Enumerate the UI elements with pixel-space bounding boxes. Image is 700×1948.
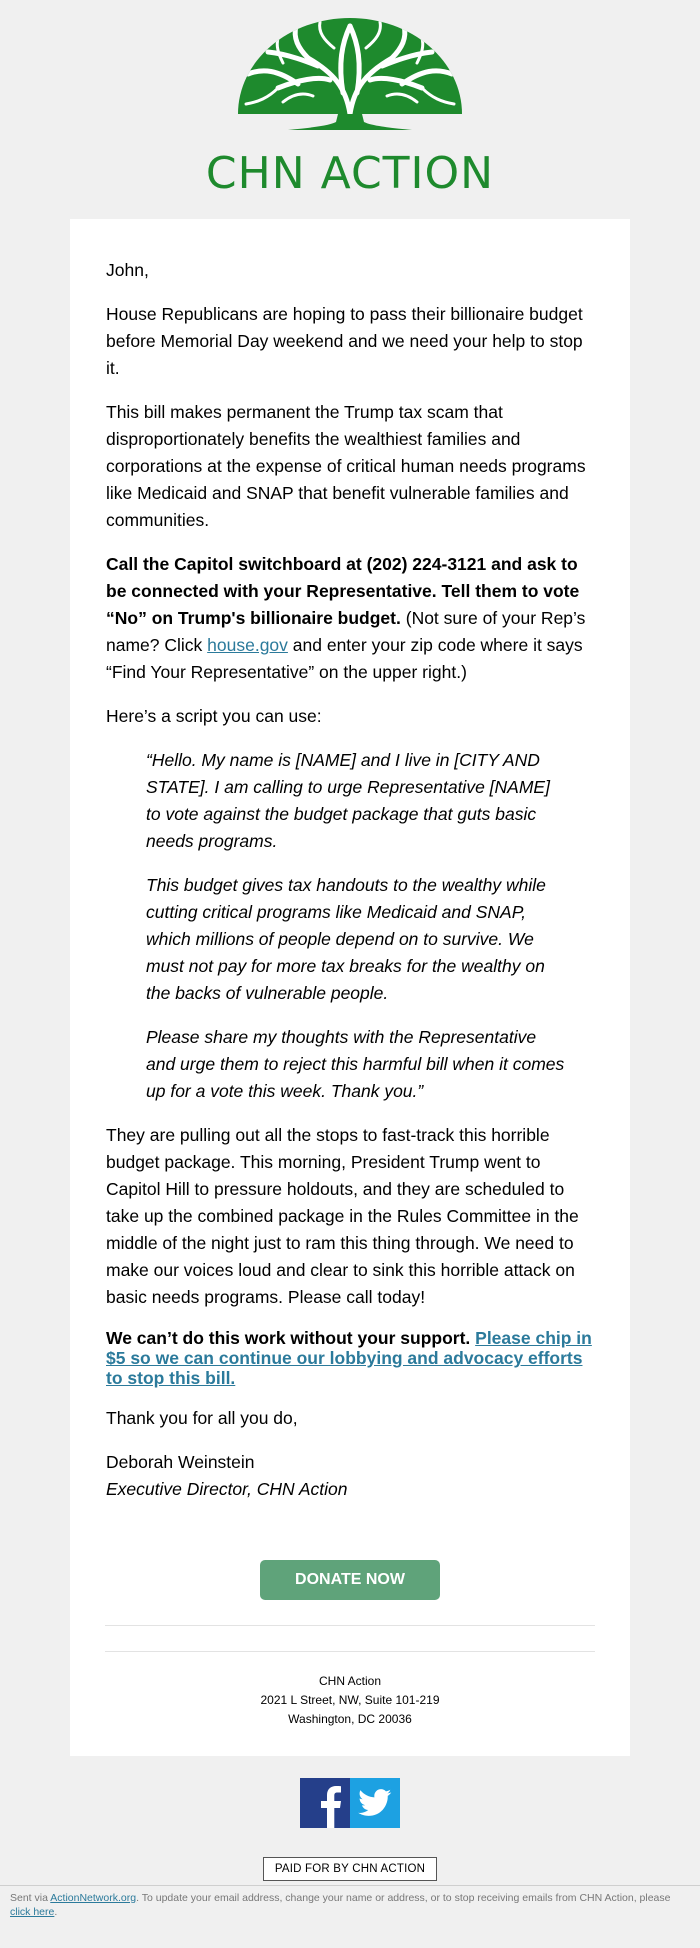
chip-in-link[interactable]: Please chip in $5 so we can continue our lobbying and advocacy efforts to stop this bill. <box>106 1328 592 1388</box>
facebook-icon[interactable] <box>300 1778 350 1828</box>
footer-sent-via: Sent via <box>10 1892 51 1904</box>
paragraph-urgent: They are pulling out all the stops to fast-track this horrible budget package. This morning, President Trump went to Capitol Hill to pressure holdouts, and they are scheduled to take up the combined package in the Rules Committee in the middle of the night just to ram this thing through. We need to make our voices loud and clear to sink this horrible attack on basic needs programs. Please call today! <box>106 1125 579 1307</box>
call-note-1: (Not sure of your Rep’s name? Click <box>106 608 586 655</box>
paragraph-bill: This bill makes permanent the Trump tax scam that disproportionately benefits the wealthiest families and corporations at the expense of critical human needs programs like Medicaid and SNAP that benefit vulnerable families and communities. <box>106 402 586 530</box>
twitter-bird-glyph <box>358 1789 392 1817</box>
donate-now-button[interactable]: DONATE NOW <box>260 1560 440 1600</box>
address-org: CHN Action <box>318 1674 382 1688</box>
script-paragraph-2: This budget gives tax handouts to the wealthy while cutting critical programs like Medicaid and SNAP, which millions of people depend on to survive. We must not pay for more tax breaks for the wealthy on the backs of vulnerable people. <box>146 875 546 1003</box>
tree-logo-icon <box>238 18 462 138</box>
unsubscribe-link[interactable]: click here <box>10 1906 55 1918</box>
paid-for-disclaimer: PAID FOR BY CHN ACTION <box>263 1857 437 1881</box>
call-instruction: Call the Capitol switchboard at (202) 224-3121 and ask to be connected with your Representative. Tell them to vote “No” on Trump's billionaire budget. <box>106 554 580 628</box>
address-street: 2021 L Street, NW, Suite 101-219 <box>260 1693 440 1707</box>
thanks: Thank you for all you do, <box>106 1408 298 1428</box>
footer-divider <box>0 1885 700 1886</box>
signature <box>106 1449 598 1503</box>
signer-name: Deborah Weinstein <box>106 1452 255 1472</box>
footer <box>10 1891 690 1919</box>
greeting: John, <box>106 260 149 280</box>
support-appeal <box>106 1328 598 1388</box>
footer-text: . To update your email address, change your name or address, or to stop receiving emails from CHN Action, please <box>136 1892 671 1904</box>
mailing-address <box>70 1672 630 1729</box>
house-gov-link[interactable]: house.gov <box>207 635 288 655</box>
facebook-f-glyph <box>300 1778 350 1828</box>
script-intro: Here’s a script you can use: <box>106 706 322 726</box>
header <box>0 0 700 220</box>
support-bold: We can’t do this work without your support. <box>106 1328 471 1348</box>
divider <box>105 1651 595 1652</box>
social-links <box>300 1778 400 1828</box>
divider <box>105 1625 595 1626</box>
action-network-link[interactable]: ActionNetwork.org <box>50 1892 137 1904</box>
address-city: Washington, DC 20036 <box>288 1712 412 1726</box>
call-script <box>146 747 566 1105</box>
script-paragraph-3: Please share my thoughts with the Representative and urge them to reject this harmful bill when it comes up for a vote this week. Thank you.” <box>146 1027 565 1101</box>
footer-end: . <box>54 1906 58 1918</box>
paragraph-intro: House Republicans are hoping to pass their billionaire budget before Memorial Day weekend and we need your help to stop it. <box>106 304 583 378</box>
email-card <box>70 219 630 1756</box>
signer-title: Executive Director, CHN Action <box>106 1479 348 1499</box>
logo-text: CHN ACTION <box>205 148 495 199</box>
email-body <box>106 257 598 1503</box>
twitter-icon[interactable] <box>350 1778 400 1828</box>
script-paragraph-1: “Hello. My name is [NAME] and I live in [CITY AND STATE]. I am calling to urge Representative [NAME] to vote against the budget package that guts basic needs programs. <box>146 750 550 851</box>
paragraph-call-to-action <box>106 551 598 686</box>
call-note-2: and enter your zip code where it says “Find Your Representative” on the upper right.) <box>106 635 583 682</box>
